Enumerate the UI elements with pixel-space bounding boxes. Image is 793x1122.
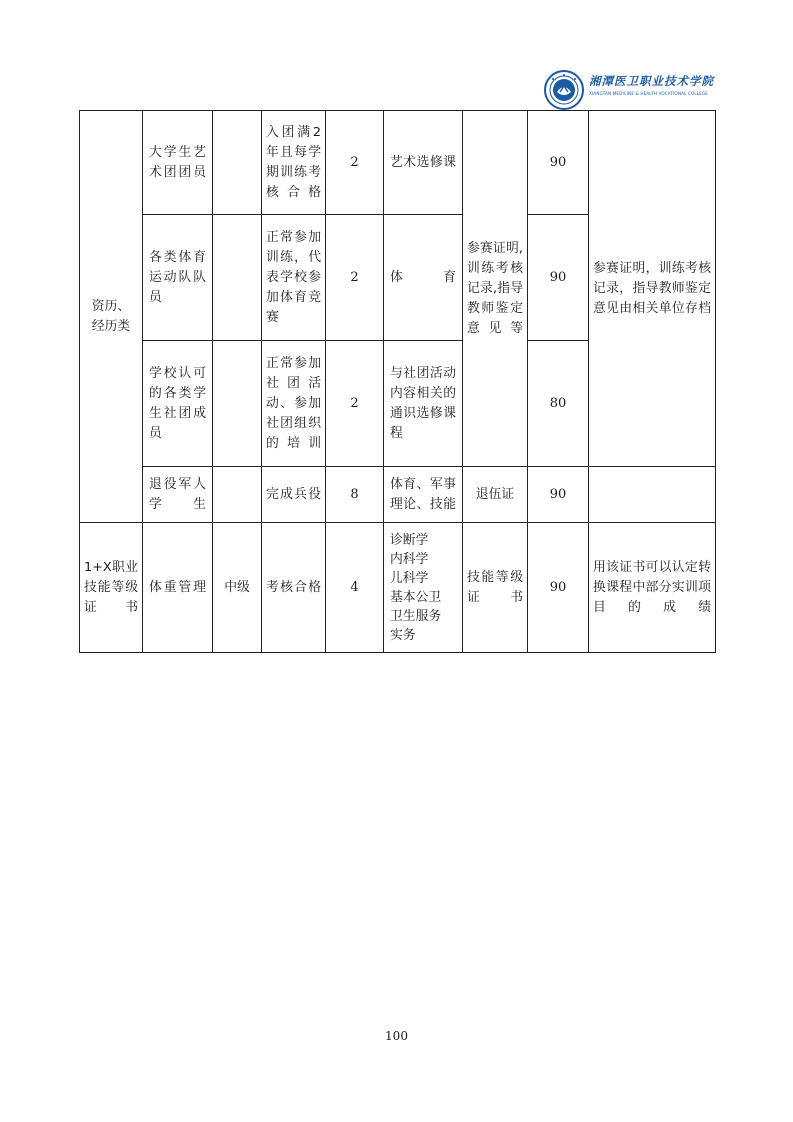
page-number: 100: [385, 1029, 408, 1043]
requirement-cell: 正常参加训练，代表学校参加体育竞赛: [262, 215, 326, 341]
credit-conversion-table: [79, 110, 716, 653]
material-cell: 参赛证明,训练考核记录,指导教师鉴定意见等: [463, 111, 528, 467]
score-cell: 90: [528, 215, 589, 341]
material-cell: 退伍证: [463, 467, 528, 523]
course-cell: 艺术选修课: [384, 111, 463, 215]
item-name-cell: 各类体育运动队队员: [143, 215, 213, 341]
level-cell: [213, 215, 262, 341]
course-cell: 诊断学 内科学 儿科学 基本公卫 卫生服务 实务: [384, 523, 463, 653]
category-cell: [80, 111, 143, 523]
credits-cell: 2: [326, 215, 384, 341]
table-row: [80, 111, 716, 215]
level-cell: [213, 467, 262, 523]
requirement-cell: 完成兵役: [262, 467, 326, 523]
item-name-cell: 学校认可的各类学生社团成员: [143, 341, 213, 467]
logo-english-name: XIANGTAN MEDICINE & HEALTH VOCATIONAL COLLEGE: [589, 91, 709, 96]
requirement-cell: 考核合格: [262, 523, 326, 653]
course-cell: 与社团活动内容相关的通识选修课程: [384, 341, 463, 467]
logo-chinese-name: 湘潭医卫职业技术学院: [589, 74, 714, 88]
college-emblem-icon: [543, 70, 585, 110]
credits-cell: 8: [326, 467, 384, 523]
category-cell: 1+X职业技能等级证书: [80, 523, 143, 653]
college-logo: [543, 70, 715, 110]
credits-cell: 4: [326, 523, 384, 653]
category-label: 资历、经历类: [91, 298, 131, 334]
score-cell: 90: [528, 467, 589, 523]
note-cell: 参赛证明，训练考核记录，指导教师鉴定意见由相关单位存档: [589, 111, 716, 467]
score-cell: 90: [528, 523, 589, 653]
item-name-cell: 体重管理: [143, 523, 213, 653]
level-cell: [213, 341, 262, 467]
table-row: [80, 523, 716, 653]
item-name-cell: 退役军人学生: [143, 467, 213, 523]
score-cell: 90: [528, 111, 589, 215]
level-cell: 中级: [213, 523, 262, 653]
note-cell: 用该证书可以认定转换课程中部分实训项目的成绩: [589, 523, 716, 653]
credits-cell: 2: [326, 341, 384, 467]
note-cell: [589, 467, 716, 523]
credits-cell: 2: [326, 111, 384, 215]
course-cell: 体育、军事理论、技能: [384, 467, 463, 523]
course-cell: 体育: [384, 215, 463, 341]
requirement-cell: 正常参加社团活动、参加社团组织的培训: [262, 341, 326, 467]
requirement-cell: 入团满2年且每学期训练考核合格: [262, 111, 326, 215]
item-name-cell: 大学生艺术团团员: [143, 111, 213, 215]
table-row: [80, 467, 716, 523]
material-cell: 技能等级证书: [463, 523, 528, 653]
level-cell: [213, 111, 262, 215]
score-cell: 80: [528, 341, 589, 467]
